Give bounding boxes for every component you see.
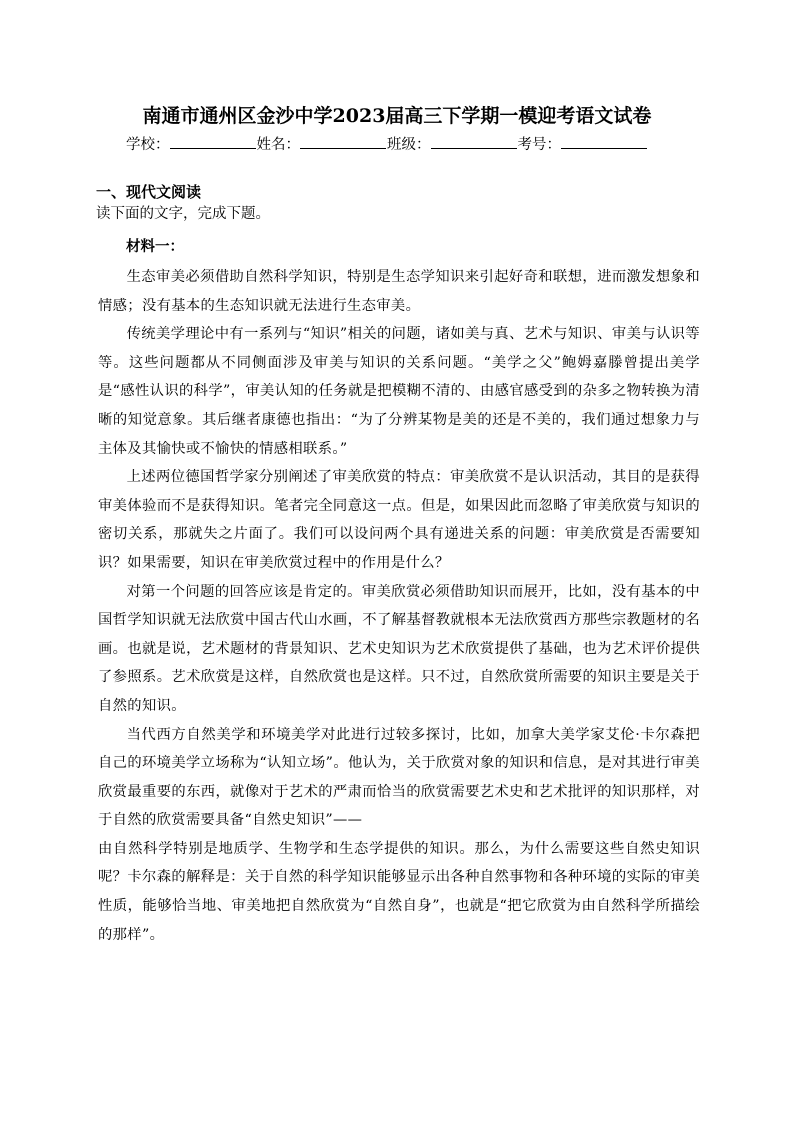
passage-paragraph: 上述两位德国哲学家分别阐述了审美欣赏的特点：审美欣赏不是认识活动，其目的是获得审美体验而不是获得知识。笔者完全同意这一点。但是，如果因此而忽略了审美欣赏与知识的密切关系，那就失之片面了。我们可以设问两个具有递进关系的问题：审美欣赏是否需要知识？如果需要，知识在审美欣赏过程中的作用是什么？ xyxy=(98,469,700,571)
passage-paragraph: 生态审美必须借助自然科学知识，特别是生态学知识来引起好奇和联想，进而激发想象和情感；没有基本的生态知识就无法进行生态审美。 xyxy=(98,269,700,314)
name-label: 姓名： xyxy=(256,137,300,153)
section-heading: 一、现代文阅读 xyxy=(96,183,202,201)
passage-body xyxy=(98,263,700,949)
section-instruction: 读下面的文字，完成下题。 xyxy=(96,206,270,222)
passage-paragraph: 对第一个问题的回答应该是肯定的。审美欣赏必须借助知识而展开，比如，没有基本的中国哲学知识就无法欣赏中国古代山水画，不了解基督教就根本无法欣赏西方那些宗教题材的名画。也就是说，艺术题材的背景知识、艺术史知识为艺术欣赏提供了基础，也为艺术评价提供了参照系。艺术欣赏是这样，自然欣赏也是这样。只不过，自然欣赏所需要的知识主要是关于自然的知识。 xyxy=(98,583,700,714)
passage-paragraph: 当代西方自然美学和环境美学对此进行过较多探讨，比如，加拿大美学家艾伦·卡尔森把自己的环境美学立场称为“认知立场”。他认为，关于欣赏对象的知识和信息，是对其进行审美欣赏最重要的东西，就像对于艺术的严肃而恰当的欣赏需要艺术史和艺术批评的知识那样，对于自然的欣赏需要具备“自然史知识”—— xyxy=(98,726,700,829)
material-label: 材料一： xyxy=(126,238,184,255)
passage-paragraph: 传统美学理论中有一系列与“知识”相关的问题，诸如美与真、艺术与知识、审美与认识等等。这些问题都从不同侧面涉及审美与知识的关系问题。“美学之父”鲍姆嘉滕曾提出美学是“感性认识的科学”，审美认知的任务就是把模糊不清的、由感官感受到的杂多之物转换为清晰的知觉意象。其后继者康德也指出：“为了分辨某物是美的还是不美的，我们通过想象力与主体及其愉快或不愉快的情感相联系。” xyxy=(98,326,700,457)
exam-number-blank[interactable] xyxy=(561,134,647,149)
exam-number-label: 考号： xyxy=(517,137,561,153)
exam-title: 南通市通州区金沙中学2023届高三下学期一模迎考语文试卷 xyxy=(142,105,652,127)
class-label: 班级： xyxy=(387,137,431,153)
student-info-row xyxy=(126,134,686,156)
class-blank[interactable] xyxy=(431,134,517,149)
passage-paragraph-continued: 由自然科学特别是地质学、生物学和生态学提供的知识。那么，为什么需要这些自然史知识呢？卡尔森的解释是：关于自然的科学知识能够显示出各种自然事物和各种环境的实际的审美性质，能够恰当地、审美地把自然欣赏为“自然自身”，也就是“把它欣赏为由自然科学所描绘的那样”。 xyxy=(98,840,700,943)
name-blank[interactable] xyxy=(300,134,386,149)
school-blank[interactable] xyxy=(170,134,256,149)
school-label: 学校： xyxy=(126,137,170,153)
